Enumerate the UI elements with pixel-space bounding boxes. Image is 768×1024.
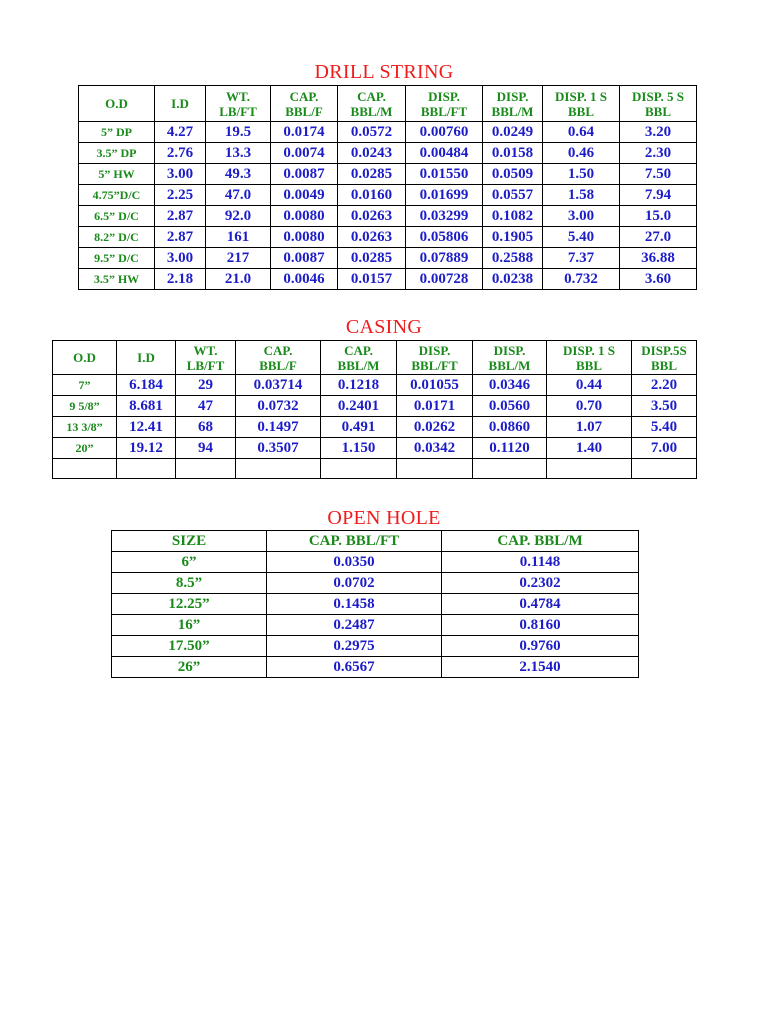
value-cell: 0.0263 [338,227,406,248]
value-cell: 0.0243 [338,143,406,164]
value-cell: 0.8160 [442,615,639,636]
value-cell: 3.00 [155,248,206,269]
value-cell: 2.30 [620,143,697,164]
value-cell: 0.0238 [483,269,543,290]
column-header-line: BBL [575,357,602,373]
column-header [483,86,543,122]
value-cell: 0.0860 [473,417,547,438]
value-cell: 92.0 [206,206,271,227]
value-cell: 2.25 [155,185,206,206]
column-header-line: DISP. [418,342,451,358]
value-cell: 21.0 [206,269,271,290]
row-label-cell: 9 5/8” [53,396,117,417]
value-cell [176,459,236,479]
table-row [53,375,697,396]
column-header-line: BBL/M [488,357,531,373]
value-cell: 3.50 [632,396,697,417]
value-cell: 7.37 [543,248,620,269]
value-cell: 3.00 [155,164,206,185]
value-cell: 0.0509 [483,164,543,185]
column-header-line: O.D [73,350,96,365]
value-cell: 0.4784 [442,594,639,615]
header-row [53,341,697,375]
value-cell: 0.0080 [271,206,338,227]
column-header-line: DISP. [493,342,526,358]
value-cell: 0.6567 [267,657,442,678]
value-cell: 1.40 [547,438,632,459]
column-header-line: LB/FT [186,357,225,373]
row-label-cell: 6” [112,552,267,573]
value-cell: 2.18 [155,269,206,290]
value-cell: 0.01699 [406,185,483,206]
column-header [117,341,176,375]
column-header [632,341,697,375]
value-cell: 5.40 [632,417,697,438]
value-cell: 4.27 [155,122,206,143]
value-cell: 0.491 [321,417,397,438]
value-cell: 3.20 [620,122,697,143]
value-cell: 161 [206,227,271,248]
column-header-line: DISP. 5 S [632,88,684,104]
column-header [155,86,206,122]
value-cell: 12.41 [117,417,176,438]
value-cell: 0.0702 [267,573,442,594]
value-cell: 1.50 [543,164,620,185]
row-label-cell: 12.25” [112,594,267,615]
value-cell: 27.0 [620,227,697,248]
row-label-cell: 9.5” D/C [79,248,155,269]
table-row [79,227,697,248]
value-cell: 1.150 [321,438,397,459]
value-cell: 0.00760 [406,122,483,143]
value-cell: 0.0557 [483,185,543,206]
value-cell: 0.01550 [406,164,483,185]
column-header-line: BBL/F [285,103,323,119]
header-row [112,531,639,552]
row-label-cell: 8.2” D/C [79,227,155,248]
value-cell: 0.0171 [397,396,473,417]
value-cell: 0.0285 [338,164,406,185]
value-cell [397,459,473,479]
value-cell [632,459,697,479]
header-row [79,86,697,122]
value-cell: 0.03714 [236,375,321,396]
column-header-line: CAP. [344,342,373,358]
column-header-line: BBL [644,103,671,119]
column-header-line: BBL/M [337,357,380,373]
open-hole-title: OPEN HOLE [327,507,441,529]
value-cell: 15.0 [620,206,697,227]
table-row [79,248,697,269]
value-cell: 2.76 [155,143,206,164]
open-hole-table [111,530,639,678]
row-label-cell [53,459,117,479]
table-row [53,438,697,459]
column-header [271,86,338,122]
value-cell: 2.20 [632,375,697,396]
value-cell: 68 [176,417,236,438]
row-label-cell: 8.5” [112,573,267,594]
column-header [442,531,639,552]
row-label-cell: 6.5” D/C [79,206,155,227]
value-cell: 2.87 [155,227,206,248]
row-label-cell: 20” [53,438,117,459]
value-cell: 47 [176,396,236,417]
row-label-cell: 17.50” [112,636,267,657]
row-label-cell: 5” DP [79,122,155,143]
column-header-line: CAP. [289,88,319,104]
value-cell: 0.1218 [321,375,397,396]
value-cell: 0.1497 [236,417,321,438]
value-cell: 0.44 [547,375,632,396]
table-row [53,417,697,438]
value-cell: 0.2588 [483,248,543,269]
table-row [79,143,697,164]
column-header-line: DISP. 1 S [563,342,615,358]
column-header-line: CAP. BBL/FT [308,533,400,549]
value-cell: 0.01055 [397,375,473,396]
table-row [112,594,639,615]
value-cell: 0.0174 [271,122,338,143]
value-cell: 1.07 [547,417,632,438]
column-header [236,341,321,375]
table-row [53,396,697,417]
value-cell: 0.46 [543,143,620,164]
column-header [321,341,397,375]
value-cell: 19.5 [206,122,271,143]
column-header [620,86,697,122]
value-cell: 7.50 [620,164,697,185]
value-cell: 0.0346 [473,375,547,396]
value-cell: 0.2401 [321,396,397,417]
value-cell: 0.0160 [338,185,406,206]
column-header-line: I.D [137,350,155,365]
value-cell: 0.1120 [473,438,547,459]
column-header-line: BBL/F [259,357,297,373]
value-cell: 94 [176,438,236,459]
value-cell: 0.0074 [271,143,338,164]
value-cell: 0.2487 [267,615,442,636]
value-cell [321,459,397,479]
column-header-line: SIZE [171,533,207,549]
column-header-line: CAP. [357,88,386,104]
value-cell: 217 [206,248,271,269]
value-cell: 0.0158 [483,143,543,164]
value-cell: 1.58 [543,185,620,206]
column-header-line: CAP. [263,342,293,358]
column-header-line: BBL [567,103,594,119]
table-row [79,164,697,185]
drill-string-title: DRILL STRING [314,61,454,83]
value-cell: 0.0046 [271,269,338,290]
column-header-line: DISP.5S [641,342,687,358]
table-row [79,269,697,290]
table-row [79,185,697,206]
value-cell: 3.00 [543,206,620,227]
column-header-line: DISP. [428,88,460,104]
value-cell: 0.0262 [397,417,473,438]
column-header-line: BBL [650,357,677,373]
value-cell [547,459,632,479]
value-cell: 0.0560 [473,396,547,417]
column-header [473,341,547,375]
drill-string-table [78,85,697,290]
value-cell: 19.12 [117,438,176,459]
value-cell: 0.05806 [406,227,483,248]
value-cell: 3.60 [620,269,697,290]
column-header [112,531,267,552]
column-header-line: DISP. 1 S [555,88,607,104]
column-header-line: DISP. [496,88,529,104]
column-header-line: BBL/M [491,103,534,119]
value-cell: 0.732 [543,269,620,290]
column-header [547,341,632,375]
value-cell: 0.0572 [338,122,406,143]
column-header [543,86,620,122]
value-cell: 7.94 [620,185,697,206]
value-cell: 0.1082 [483,206,543,227]
value-cell: 5.40 [543,227,620,248]
column-header-line: BBL/FT [411,357,458,373]
value-cell: 0.03299 [406,206,483,227]
table-row [112,615,639,636]
value-cell: 0.0087 [271,164,338,185]
table-row [79,122,697,143]
row-label-cell: 26” [112,657,267,678]
value-cell: 47.0 [206,185,271,206]
table-row [79,206,697,227]
value-cell: 8.681 [117,396,176,417]
column-header [79,86,155,122]
value-cell: 0.70 [547,396,632,417]
column-header-line: I.D [171,96,189,111]
row-label-cell: 3.5” DP [79,143,155,164]
value-cell: 0.0049 [271,185,338,206]
table-row [53,459,697,479]
value-cell: 0.0263 [338,206,406,227]
column-header-line: LB/FT [219,103,257,119]
value-cell: 0.0732 [236,396,321,417]
column-header-line: WT. [226,88,250,104]
column-header [267,531,442,552]
column-header-line: CAP. BBL/M [497,533,583,549]
value-cell: 0.1148 [442,552,639,573]
column-header-line: O.D [105,96,128,111]
value-cell: 0.64 [543,122,620,143]
table-row [112,636,639,657]
value-cell: 2.1540 [442,657,639,678]
value-cell: 0.00728 [406,269,483,290]
row-label-cell: 7” [53,375,117,396]
value-cell [236,459,321,479]
row-label-cell: 13 3/8” [53,417,117,438]
value-cell: 0.0080 [271,227,338,248]
value-cell: 0.0285 [338,248,406,269]
column-header [176,341,236,375]
row-label-cell: 16” [112,615,267,636]
column-header [53,341,117,375]
value-cell: 7.00 [632,438,697,459]
column-header-line: WT. [193,342,218,358]
column-header-line: BBL/M [350,103,393,119]
value-cell: 0.2302 [442,573,639,594]
column-header [338,86,406,122]
value-cell: 0.0350 [267,552,442,573]
column-header-line: BBL/FT [420,103,468,119]
value-cell: 36.88 [620,248,697,269]
value-cell: 0.0087 [271,248,338,269]
row-label-cell: 3.5” HW [79,269,155,290]
column-header [206,86,271,122]
value-cell [117,459,176,479]
value-cell: 0.0157 [338,269,406,290]
value-cell [473,459,547,479]
value-cell: 0.0342 [397,438,473,459]
table-row [112,657,639,678]
column-header [406,86,483,122]
table-row [112,573,639,594]
table-row [112,552,639,573]
casing-title: CASING [345,316,423,338]
value-cell: 29 [176,375,236,396]
value-cell: 2.87 [155,206,206,227]
value-cell: 0.1458 [267,594,442,615]
value-cell: 0.00484 [406,143,483,164]
value-cell: 0.2975 [267,636,442,657]
value-cell: 0.1905 [483,227,543,248]
value-cell: 6.184 [117,375,176,396]
value-cell: 0.9760 [442,636,639,657]
column-header [397,341,473,375]
value-cell: 49.3 [206,164,271,185]
value-cell: 0.0249 [483,122,543,143]
row-label-cell: 4.75”D/C [79,185,155,206]
value-cell: 0.3507 [236,438,321,459]
casing-table [52,340,697,479]
value-cell: 0.07889 [406,248,483,269]
value-cell: 13.3 [206,143,271,164]
row-label-cell: 5” HW [79,164,155,185]
